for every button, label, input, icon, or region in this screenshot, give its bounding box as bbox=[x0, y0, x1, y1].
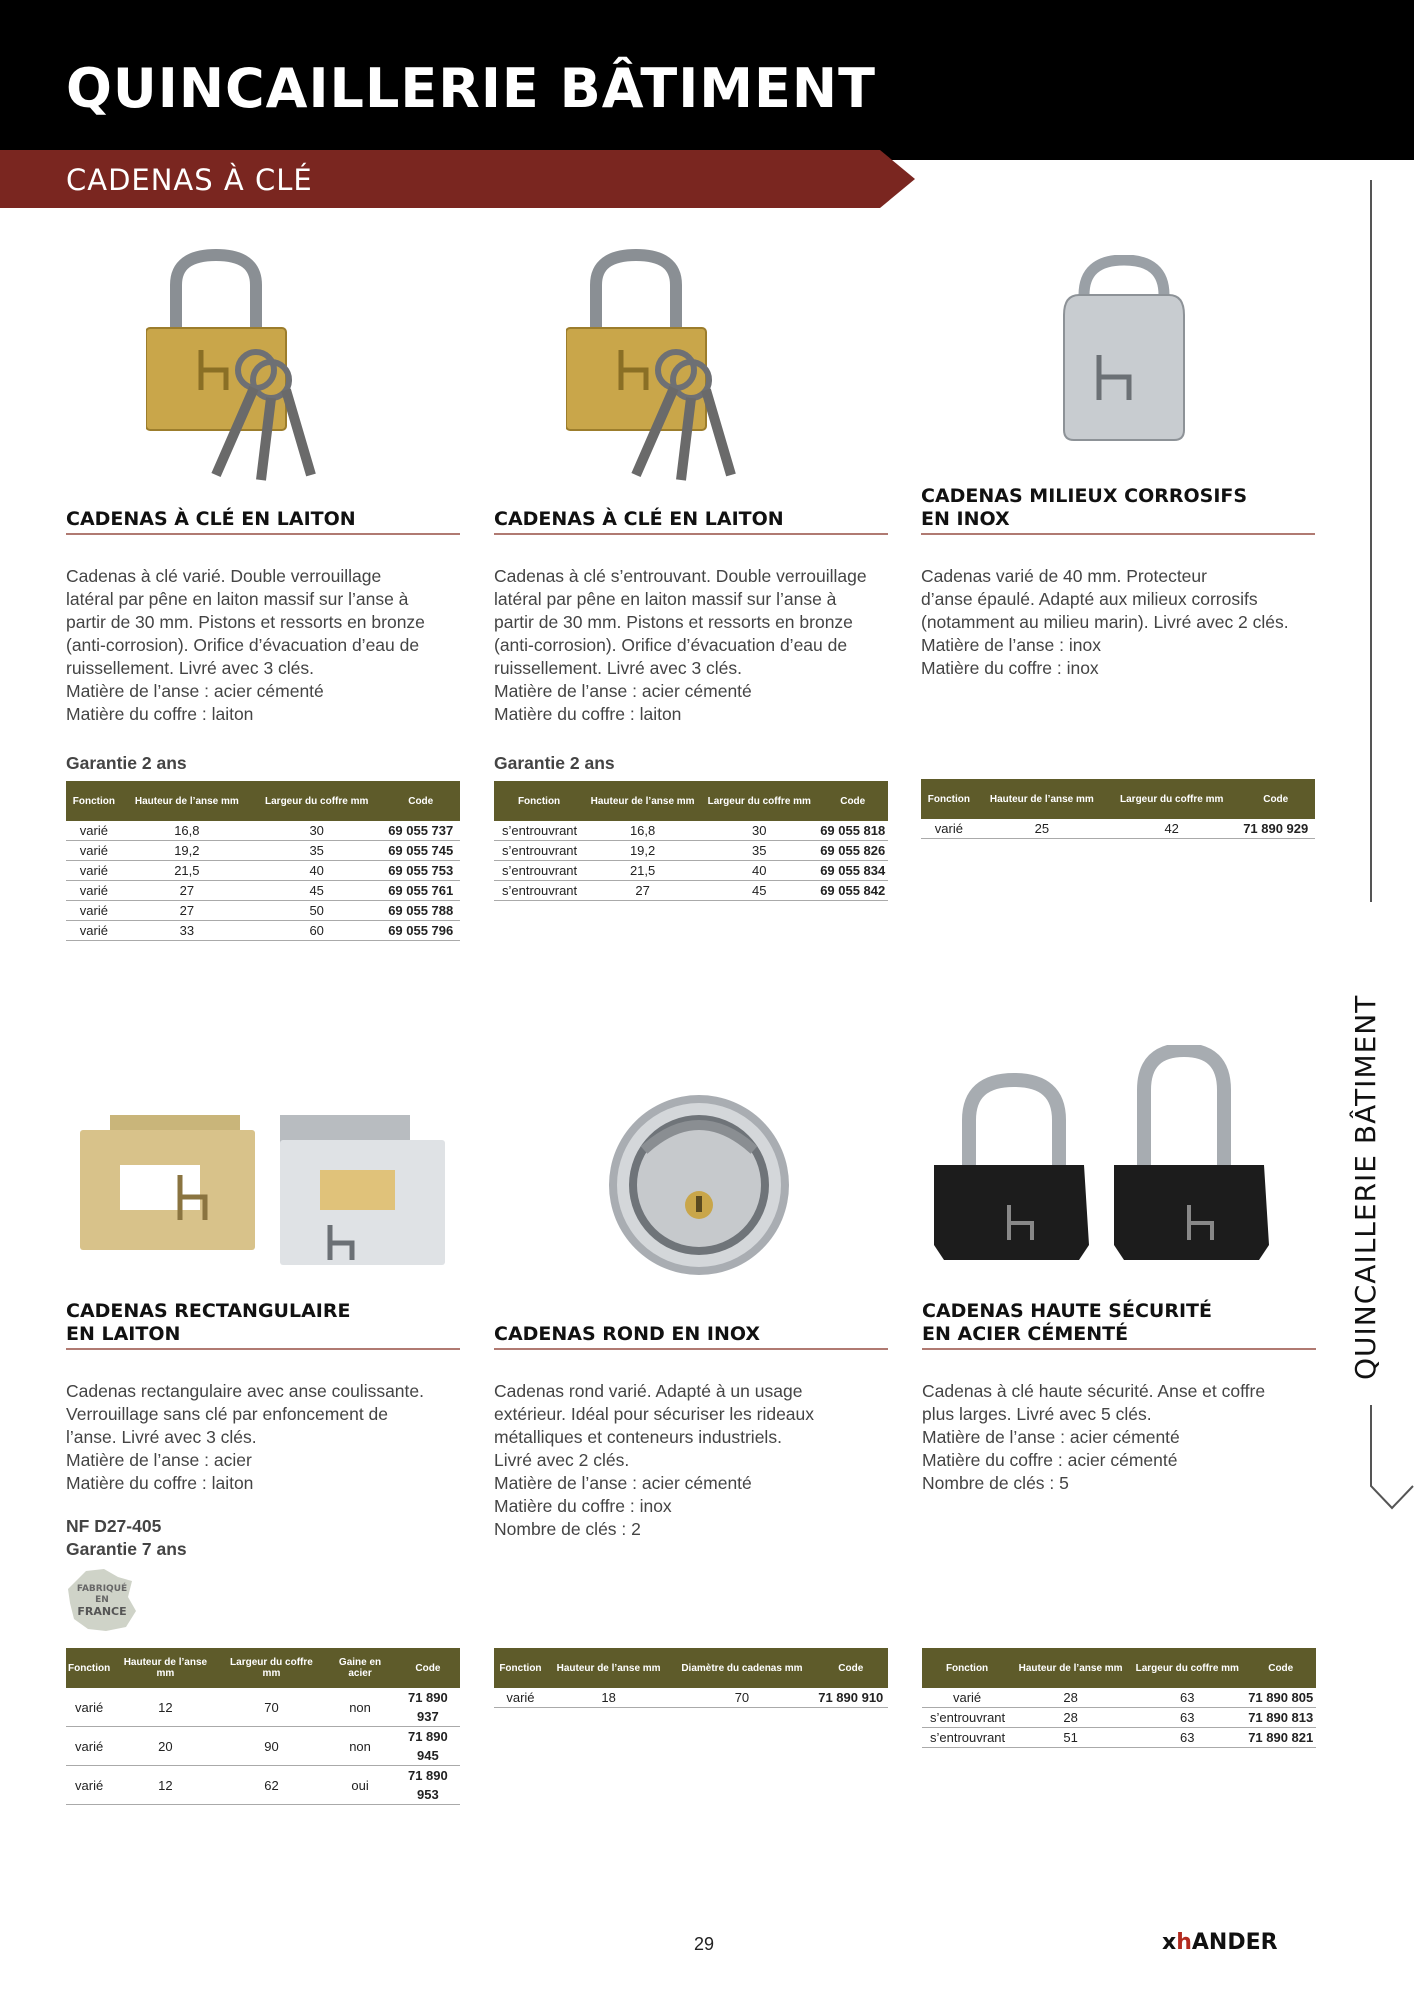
cell-hauteur: 25 bbox=[977, 819, 1107, 839]
cell-code: 69 055 788 bbox=[381, 901, 460, 921]
cell-hauteur: 19,2 bbox=[584, 841, 701, 861]
desc-line: Nombre de clés : 5 bbox=[922, 1473, 1069, 1493]
product-title bbox=[66, 1300, 460, 1350]
cell-code: 71 890 805 bbox=[1245, 1688, 1316, 1708]
cell-gaine: non bbox=[324, 1727, 395, 1766]
warranty: Garantie 2 ans bbox=[494, 753, 615, 773]
desc-line: plus larges. Livré avec 5 clés. bbox=[922, 1404, 1152, 1424]
col-fonction: Fonction bbox=[921, 779, 977, 819]
rectangular-padlocks-image bbox=[80, 1095, 470, 1285]
cell-fonction: varié bbox=[66, 1688, 112, 1727]
product-title-line: CADENAS HAUTE SÉCURITÉ bbox=[922, 1300, 1212, 1322]
spec-table bbox=[921, 779, 1315, 839]
col-fonction: Fonction bbox=[494, 781, 584, 821]
warranty: Garantie 7 ans bbox=[66, 1539, 187, 1559]
desc-line: d’anse épaulé. Adapté aux milieux corrosifs bbox=[921, 589, 1258, 609]
cell-fonction: varié bbox=[494, 1688, 547, 1708]
desc-line: ruissellement. Livré avec 3 clés. bbox=[66, 658, 315, 678]
page-title: QUINCAILLERIE BÂTIMENT bbox=[66, 57, 876, 120]
cell-hauteur: 27 bbox=[584, 881, 701, 901]
round-padlock-image bbox=[604, 1090, 794, 1280]
table-row bbox=[66, 1727, 460, 1766]
cell-code: 69 055 737 bbox=[381, 821, 460, 841]
product-title bbox=[494, 508, 888, 535]
cell-hauteur: 27 bbox=[122, 881, 252, 901]
section-title: CADENAS À CLÉ bbox=[66, 163, 313, 197]
spec-table bbox=[494, 1648, 888, 1708]
side-divider-bottom bbox=[1370, 1405, 1372, 1470]
cell-largeur: 70 bbox=[219, 1688, 325, 1727]
cell-fonction: varié bbox=[66, 1766, 112, 1805]
cell-fonction: varié bbox=[921, 819, 977, 839]
desc-line: Verrouillage sans clé par enfoncement de bbox=[66, 1404, 389, 1424]
col-largeur: Largeur du coffre mm bbox=[1129, 1648, 1245, 1688]
desc-line: Cadenas varié de 40 mm. Protecteur bbox=[921, 566, 1207, 586]
warranty: Garantie 2 ans bbox=[66, 753, 187, 773]
desc-line: Cadenas à clé s’entrouvant. Double verrouillage bbox=[494, 566, 867, 586]
cell-gaine: oui bbox=[324, 1766, 395, 1805]
cell-code: 69 055 796 bbox=[381, 921, 460, 941]
col-hauteur: Hauteur de l’anse mm bbox=[547, 1648, 670, 1688]
table-row bbox=[922, 1728, 1316, 1748]
product-description bbox=[922, 1380, 1322, 1495]
col-hauteur: Hauteur de l’anse mm bbox=[122, 781, 252, 821]
desc-line: Matière de l’anse : acier cémenté bbox=[922, 1427, 1180, 1447]
cell-hauteur: 51 bbox=[1012, 1728, 1129, 1748]
cell-code: 71 890 937 bbox=[396, 1688, 460, 1727]
cell-largeur: 35 bbox=[252, 841, 382, 861]
cell-code: 69 055 834 bbox=[817, 861, 888, 881]
desc-line: métalliques et conteneurs industriels. bbox=[494, 1427, 782, 1447]
badge-line: EN bbox=[95, 1595, 109, 1605]
product-title bbox=[922, 1300, 1316, 1350]
cell-fonction: s’entrouvrant bbox=[922, 1708, 1012, 1728]
cell-fonction: s’entrouvrant bbox=[922, 1728, 1012, 1748]
cell-largeur: 40 bbox=[252, 861, 382, 881]
brand-logo bbox=[1162, 1930, 1278, 1955]
cell-code: 71 890 821 bbox=[1245, 1728, 1316, 1748]
spec-table bbox=[66, 781, 460, 941]
product-title-line: CADENAS À CLÉ EN LAITON bbox=[494, 508, 784, 530]
desc-line: (anti-corrosion). Orifice d’évacuation d’eau de bbox=[494, 635, 848, 655]
table-row bbox=[494, 821, 888, 841]
col-gaine: Gaine en acier bbox=[324, 1648, 395, 1688]
desc-line: Nombre de clés : 2 bbox=[494, 1519, 641, 1539]
table-row bbox=[66, 821, 460, 841]
cell-hauteur: 12 bbox=[112, 1688, 218, 1727]
desc-line: l’anse. Livré avec 3 clés. bbox=[66, 1427, 257, 1447]
brass-padlock-with-keys-image bbox=[146, 230, 426, 490]
standard-and-warranty bbox=[66, 1515, 187, 1561]
cell-largeur: 45 bbox=[252, 881, 382, 901]
cell-hauteur: 19,2 bbox=[122, 841, 252, 861]
cell-largeur: 40 bbox=[701, 861, 817, 881]
col-fonction: Fonction bbox=[66, 781, 122, 821]
chevron-down-icon bbox=[1370, 1468, 1414, 1510]
product-title-line: CADENAS ROND EN INOX bbox=[494, 1323, 760, 1345]
cell-fonction: s’entrouvrant bbox=[494, 821, 584, 841]
cell-fonction: s’entrouvrant bbox=[494, 881, 584, 901]
desc-line: Matière du coffre : inox bbox=[494, 1496, 672, 1516]
cell-hauteur: 16,8 bbox=[584, 821, 701, 841]
cell-hauteur: 20 bbox=[112, 1727, 218, 1766]
cell-largeur: 63 bbox=[1129, 1728, 1245, 1748]
desc-line: Matière du coffre : inox bbox=[921, 658, 1099, 678]
product-description bbox=[921, 565, 1321, 680]
cell-hauteur: 27 bbox=[122, 901, 252, 921]
cell-code: 71 890 929 bbox=[1236, 819, 1315, 839]
table-row bbox=[66, 861, 460, 881]
desc-line: Cadenas à clé haute sécurité. Anse et coffre bbox=[922, 1381, 1266, 1401]
made-in-france-badge-icon bbox=[66, 1567, 138, 1633]
spec-table bbox=[66, 1648, 460, 1805]
cell-fonction: varié bbox=[66, 901, 122, 921]
table-row bbox=[494, 861, 888, 881]
stainless-padlock-image bbox=[1059, 255, 1189, 445]
col-largeur: Largeur du coffre mm bbox=[1107, 779, 1237, 819]
desc-line: Matière du coffre : acier cémenté bbox=[922, 1450, 1178, 1470]
desc-line: Matière de l’anse : acier cémenté bbox=[494, 681, 752, 701]
product-title-line: CADENAS À CLÉ EN LAITON bbox=[66, 508, 356, 530]
desc-line: latéral par pêne en laiton massif sur l’anse à bbox=[494, 589, 837, 609]
product-title-line: EN ACIER CÉMENTÉ bbox=[922, 1323, 1129, 1345]
col-hauteur: Hauteur de l’anse mm bbox=[1012, 1648, 1129, 1688]
product-title-line: CADENAS MILIEUX CORROSIFS bbox=[921, 485, 1248, 507]
table-row bbox=[494, 881, 888, 901]
table-row bbox=[66, 881, 460, 901]
desc-line: Cadenas à clé varié. Double verrouillage bbox=[66, 566, 382, 586]
col-fonction: Fonction bbox=[922, 1648, 1012, 1688]
desc-line: Cadenas rond varié. Adapté à un usage bbox=[494, 1381, 803, 1401]
col-code: Code bbox=[1236, 779, 1315, 819]
cell-hauteur: 28 bbox=[1012, 1708, 1129, 1728]
brand-prefix: x bbox=[1162, 1930, 1177, 1955]
cell-hauteur: 12 bbox=[112, 1766, 218, 1805]
col-code: Code bbox=[381, 781, 460, 821]
cell-code: 71 890 953 bbox=[396, 1766, 460, 1805]
cell-fonction: varié bbox=[66, 861, 122, 881]
desc-line: Matière de l’anse : acier cémenté bbox=[494, 1473, 752, 1493]
product-description bbox=[66, 565, 466, 726]
col-diametre: Diamètre du cadenas mm bbox=[670, 1648, 813, 1688]
brand-suffix: ANDER bbox=[1191, 1930, 1278, 1955]
table-row bbox=[921, 819, 1315, 839]
desc-line: latéral par pêne en laiton massif sur l’anse à bbox=[66, 589, 409, 609]
cell-largeur: 90 bbox=[219, 1727, 325, 1766]
cell-code: 69 055 842 bbox=[817, 881, 888, 901]
col-hauteur: Hauteur de l’anse mm bbox=[977, 779, 1107, 819]
table-row bbox=[66, 1766, 460, 1805]
col-largeur: Largeur du coffre mm bbox=[219, 1648, 325, 1688]
desc-line: partir de 30 mm. Pistons et ressorts en bronze bbox=[494, 612, 853, 632]
desc-line: Matière de l’anse : inox bbox=[921, 635, 1101, 655]
badge-line: FRANCE bbox=[77, 1605, 127, 1618]
product-title bbox=[494, 1323, 888, 1350]
desc-line: partir de 30 mm. Pistons et ressorts en bronze bbox=[66, 612, 425, 632]
cell-largeur: 45 bbox=[701, 881, 817, 901]
col-hauteur: Hauteur de l’anse mm bbox=[584, 781, 701, 821]
product-description bbox=[494, 1380, 894, 1541]
cell-largeur: 60 bbox=[252, 921, 382, 941]
cell-code: 71 890 910 bbox=[814, 1688, 888, 1708]
product-description bbox=[66, 1380, 466, 1495]
cell-largeur: 63 bbox=[1129, 1688, 1245, 1708]
cell-diametre: 70 bbox=[670, 1688, 813, 1708]
cell-code: 69 055 818 bbox=[817, 821, 888, 841]
col-largeur: Largeur du coffre mm bbox=[252, 781, 382, 821]
cell-fonction: s’entrouvrant bbox=[494, 861, 584, 881]
cell-code: 69 055 826 bbox=[817, 841, 888, 861]
cell-hauteur: 21,5 bbox=[122, 861, 252, 881]
brand-h: h bbox=[1176, 1930, 1192, 1955]
desc-line: ruissellement. Livré avec 3 clés. bbox=[494, 658, 743, 678]
page-number: 29 bbox=[694, 1934, 715, 1954]
col-code: Code bbox=[1245, 1648, 1316, 1688]
desc-line: Matière de l’anse : acier cémenté bbox=[66, 681, 324, 701]
cell-code: 69 055 761 bbox=[381, 881, 460, 901]
col-largeur: Largeur du coffre mm bbox=[701, 781, 817, 821]
badge-line: FABRIQUÉ bbox=[76, 1584, 128, 1594]
cell-largeur: 63 bbox=[1129, 1708, 1245, 1728]
cell-fonction: varié bbox=[66, 821, 122, 841]
cell-code: 69 055 753 bbox=[381, 861, 460, 881]
cell-largeur: 42 bbox=[1107, 819, 1237, 839]
desc-line: Livré avec 2 clés. bbox=[494, 1450, 630, 1470]
cell-code: 71 890 813 bbox=[1245, 1708, 1316, 1728]
cell-hauteur: 16,8 bbox=[122, 821, 252, 841]
cell-fonction: varié bbox=[922, 1688, 1012, 1708]
table-row bbox=[922, 1688, 1316, 1708]
cell-hauteur: 18 bbox=[547, 1688, 670, 1708]
col-fonction: Fonction bbox=[494, 1648, 547, 1688]
table-row bbox=[66, 841, 460, 861]
desc-line: Matière du coffre : laiton bbox=[494, 704, 682, 724]
desc-line: (notamment au milieu marin). Livré avec 2 clés. bbox=[921, 612, 1289, 632]
col-hauteur: Hauteur de l’anse mm bbox=[112, 1648, 218, 1688]
product-title-line: CADENAS RECTANGULAIRE bbox=[66, 1300, 351, 1322]
product-title bbox=[921, 485, 1315, 535]
side-divider-top bbox=[1370, 180, 1372, 902]
desc-line: Cadenas rectangulaire avec anse coulissante. bbox=[66, 1381, 424, 1401]
table-row bbox=[66, 921, 460, 941]
product-title-line: EN LAITON bbox=[66, 1323, 181, 1345]
desc-line: Matière du coffre : laiton bbox=[66, 704, 254, 724]
brass-padlock-with-keys-image bbox=[566, 230, 846, 490]
side-section-label: QUINCAILLERIE BÂTIMENT bbox=[1349, 994, 1382, 1380]
standard-label: NF D27-405 bbox=[66, 1516, 162, 1536]
cell-largeur: 62 bbox=[219, 1766, 325, 1805]
table-row bbox=[66, 1688, 460, 1727]
desc-line: Matière du coffre : laiton bbox=[66, 1473, 254, 1493]
product-title bbox=[66, 508, 460, 535]
table-row bbox=[66, 901, 460, 921]
cell-code: 69 055 745 bbox=[381, 841, 460, 861]
cell-fonction: varié bbox=[66, 841, 122, 861]
product-description bbox=[494, 565, 894, 726]
col-fonction: Fonction bbox=[66, 1648, 112, 1688]
cell-hauteur: 21,5 bbox=[584, 861, 701, 881]
desc-line: Matière de l’anse : acier bbox=[66, 1450, 252, 1470]
cell-fonction: varié bbox=[66, 881, 122, 901]
cell-fonction: varié bbox=[66, 1727, 112, 1766]
cell-largeur: 35 bbox=[701, 841, 817, 861]
table-row bbox=[922, 1708, 1316, 1728]
cell-largeur: 30 bbox=[252, 821, 382, 841]
cell-code: 71 890 945 bbox=[396, 1727, 460, 1766]
cell-hauteur: 28 bbox=[1012, 1688, 1129, 1708]
high-security-padlocks-image bbox=[934, 1045, 1294, 1285]
cell-largeur: 30 bbox=[701, 821, 817, 841]
cell-fonction: varié bbox=[66, 921, 122, 941]
desc-line: (anti-corrosion). Orifice d’évacuation d’eau de bbox=[66, 635, 420, 655]
spec-table bbox=[922, 1648, 1316, 1748]
cell-hauteur: 33 bbox=[122, 921, 252, 941]
col-code: Code bbox=[396, 1648, 460, 1688]
table-row bbox=[494, 1688, 888, 1708]
col-code: Code bbox=[817, 781, 888, 821]
table-row bbox=[494, 841, 888, 861]
cell-largeur: 50 bbox=[252, 901, 382, 921]
product-title-line: EN INOX bbox=[921, 508, 1010, 530]
spec-table bbox=[494, 781, 888, 901]
col-code: Code bbox=[814, 1648, 888, 1688]
cell-fonction: s’entrouvrant bbox=[494, 841, 584, 861]
desc-line: extérieur. Idéal pour sécuriser les rideaux bbox=[494, 1404, 815, 1424]
cell-gaine: non bbox=[324, 1688, 395, 1727]
